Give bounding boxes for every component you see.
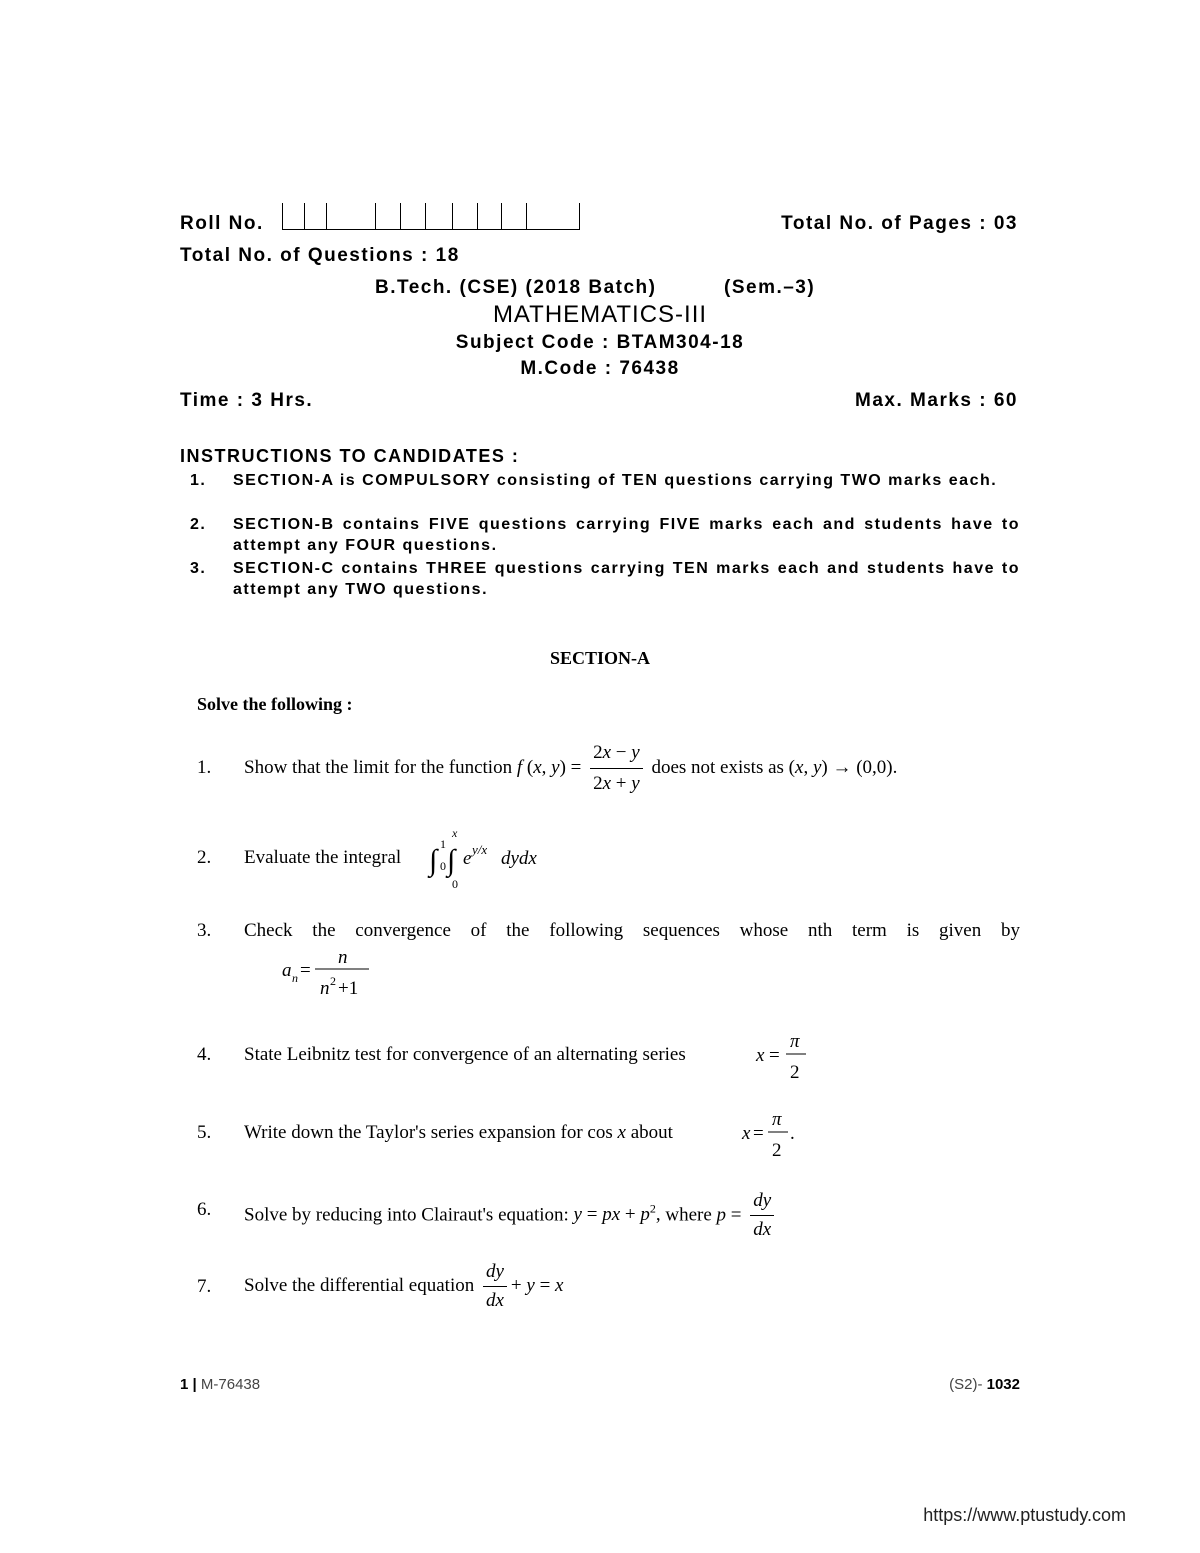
instruction-text: SECTION-A is COMPULSORY consisting of TEN questions carrying TWO marks each. — [233, 472, 998, 489]
m-code: M.Code : 76438 — [520, 358, 680, 379]
svg-text:=: = — [769, 1045, 780, 1066]
expansion-point-expression — [740, 1106, 810, 1162]
svg-text:2: 2 — [330, 974, 336, 988]
sequence-term-expression — [279, 944, 379, 1000]
question-6 — [244, 1180, 778, 1244]
footer-separator: | — [192, 1376, 197, 1393]
svg-text:e: e — [463, 848, 472, 869]
question-text: Show that the limit for the function — [244, 757, 513, 778]
question-number: 6. — [197, 1199, 212, 1220]
svg-text:0: 0 — [440, 859, 446, 873]
question-text: Evaluate the integral — [244, 847, 402, 868]
svg-text:∫: ∫ — [447, 844, 456, 877]
svg-text:=: = — [300, 960, 311, 981]
page-footer-right — [949, 1376, 1020, 1393]
question-text-after: where — [665, 1204, 712, 1226]
variable-x: x — [617, 1122, 626, 1143]
question-5 — [244, 1122, 673, 1144]
question-number: 4. — [197, 1044, 212, 1065]
svg-text:π: π — [772, 1109, 782, 1130]
svg-text:x: x — [742, 1123, 751, 1144]
svg-text:n: n — [292, 971, 298, 985]
instruction-item — [180, 470, 1020, 491]
instruction-number: 3. — [190, 560, 207, 577]
svg-text:0: 0 — [452, 877, 458, 891]
question-number: 5. — [197, 1122, 212, 1143]
question-4 — [244, 1044, 686, 1066]
question-text-after: does not exists as — [651, 757, 784, 778]
double-integral-expression — [425, 824, 555, 894]
svg-text:=: = — [753, 1123, 764, 1144]
svg-text:.: . — [790, 1123, 795, 1144]
question-text: Solve by reducing into Clairaut's equation: — [244, 1204, 569, 1226]
subject-title: MATHEMATICS-III — [492, 301, 708, 328]
svg-text:n: n — [338, 947, 348, 968]
question-number: 3. — [197, 920, 212, 941]
svg-text:∫: ∫ — [429, 844, 438, 877]
svg-text:+1: +1 — [338, 978, 359, 999]
instruction-number: 1. — [190, 472, 207, 489]
instruction-text: SECTION-B contains FIVE questions carrying FIVE marks each and students have to attempt any FOUR questions. — [233, 516, 1020, 554]
page-number: 1 — [180, 1376, 189, 1393]
watermark-url: https://www.ptustudy.com — [923, 1505, 1126, 1525]
clairaut-expression: y = px + $p^2$, — [573, 1202, 661, 1226]
subject-code: Subject Code : BTAM304-18 — [455, 332, 745, 353]
question-number: 2. — [197, 847, 212, 868]
instruction-text: SECTION-C contains THREE questions carrying TEN marks each and students have to attempt any TWO questions. — [233, 560, 1020, 598]
fraction: $\frac{dy}{dx}$ — [483, 1259, 507, 1314]
roll-no-boxes — [282, 203, 580, 230]
series-x-value-expression — [754, 1028, 814, 1084]
instructions-title: INSTRUCTIONS TO CANDIDATES : — [180, 446, 520, 466]
question-7 — [244, 1257, 563, 1315]
svg-text:π: π — [790, 1031, 800, 1052]
p-definition: p = — [716, 1204, 742, 1226]
svg-text:n: n — [320, 978, 330, 999]
roll-no-label: Roll No. — [180, 213, 264, 234]
question-text: Check the convergence of the following sequences whose nth term is given by — [244, 920, 1020, 941]
svg-text:a: a — [282, 960, 292, 981]
page-footer-left — [180, 1376, 260, 1393]
footer-code: M-76438 — [200, 1376, 261, 1393]
function-expression: f (x, y) = — [516, 757, 582, 778]
max-marks: Max. Marks : 60 — [855, 390, 1018, 411]
svg-text:y/x: y/x — [472, 842, 488, 857]
svg-text:2: 2 — [790, 1062, 800, 1083]
question-1 — [244, 738, 897, 798]
time-allowed: Time : 3 Hrs. — [180, 390, 314, 411]
question-2 — [244, 847, 401, 869]
svg-text:1: 1 — [440, 837, 446, 851]
footer-series: (S2)- — [949, 1376, 983, 1393]
semester: (Sem.–3) — [724, 277, 816, 298]
fraction: $\frac{2x - y}{2x + y}$ — [590, 739, 643, 798]
question-text: Solve the differential equation — [244, 1275, 475, 1296]
svg-text:dydx: dydx — [501, 848, 537, 869]
question-number: 7. — [197, 1276, 212, 1297]
question-number: 1. — [197, 757, 212, 778]
section-subtitle: Solve the following : — [197, 694, 353, 714]
program: B.Tech. (CSE) (2018 Batch) — [375, 277, 657, 298]
question-3 — [244, 920, 1020, 942]
total-pages: Total No. of Pages : 03 — [781, 213, 1018, 234]
footer-serial: 1032 — [986, 1376, 1020, 1393]
instruction-item — [180, 558, 1020, 600]
section-title: SECTION-A — [549, 648, 651, 668]
total-questions: Total No. of Questions : 18 — [180, 245, 460, 266]
svg-text:x: x — [756, 1045, 765, 1066]
instruction-number: 2. — [190, 516, 207, 533]
question-text: State Leibnitz test for convergence of an alternating series — [244, 1044, 686, 1065]
fraction: $\frac{dy}{dx}$ — [750, 1188, 774, 1243]
ode-expression: + y = x — [510, 1275, 564, 1296]
limit-point: (x, y) → (0,0). — [788, 757, 898, 778]
question-text: Write down the Taylor's series expansion for cos — [244, 1122, 613, 1143]
svg-text:2: 2 — [772, 1140, 782, 1161]
svg-text:x: x — [452, 826, 458, 840]
question-text-after: about — [630, 1122, 673, 1143]
instruction-item — [180, 514, 1020, 556]
